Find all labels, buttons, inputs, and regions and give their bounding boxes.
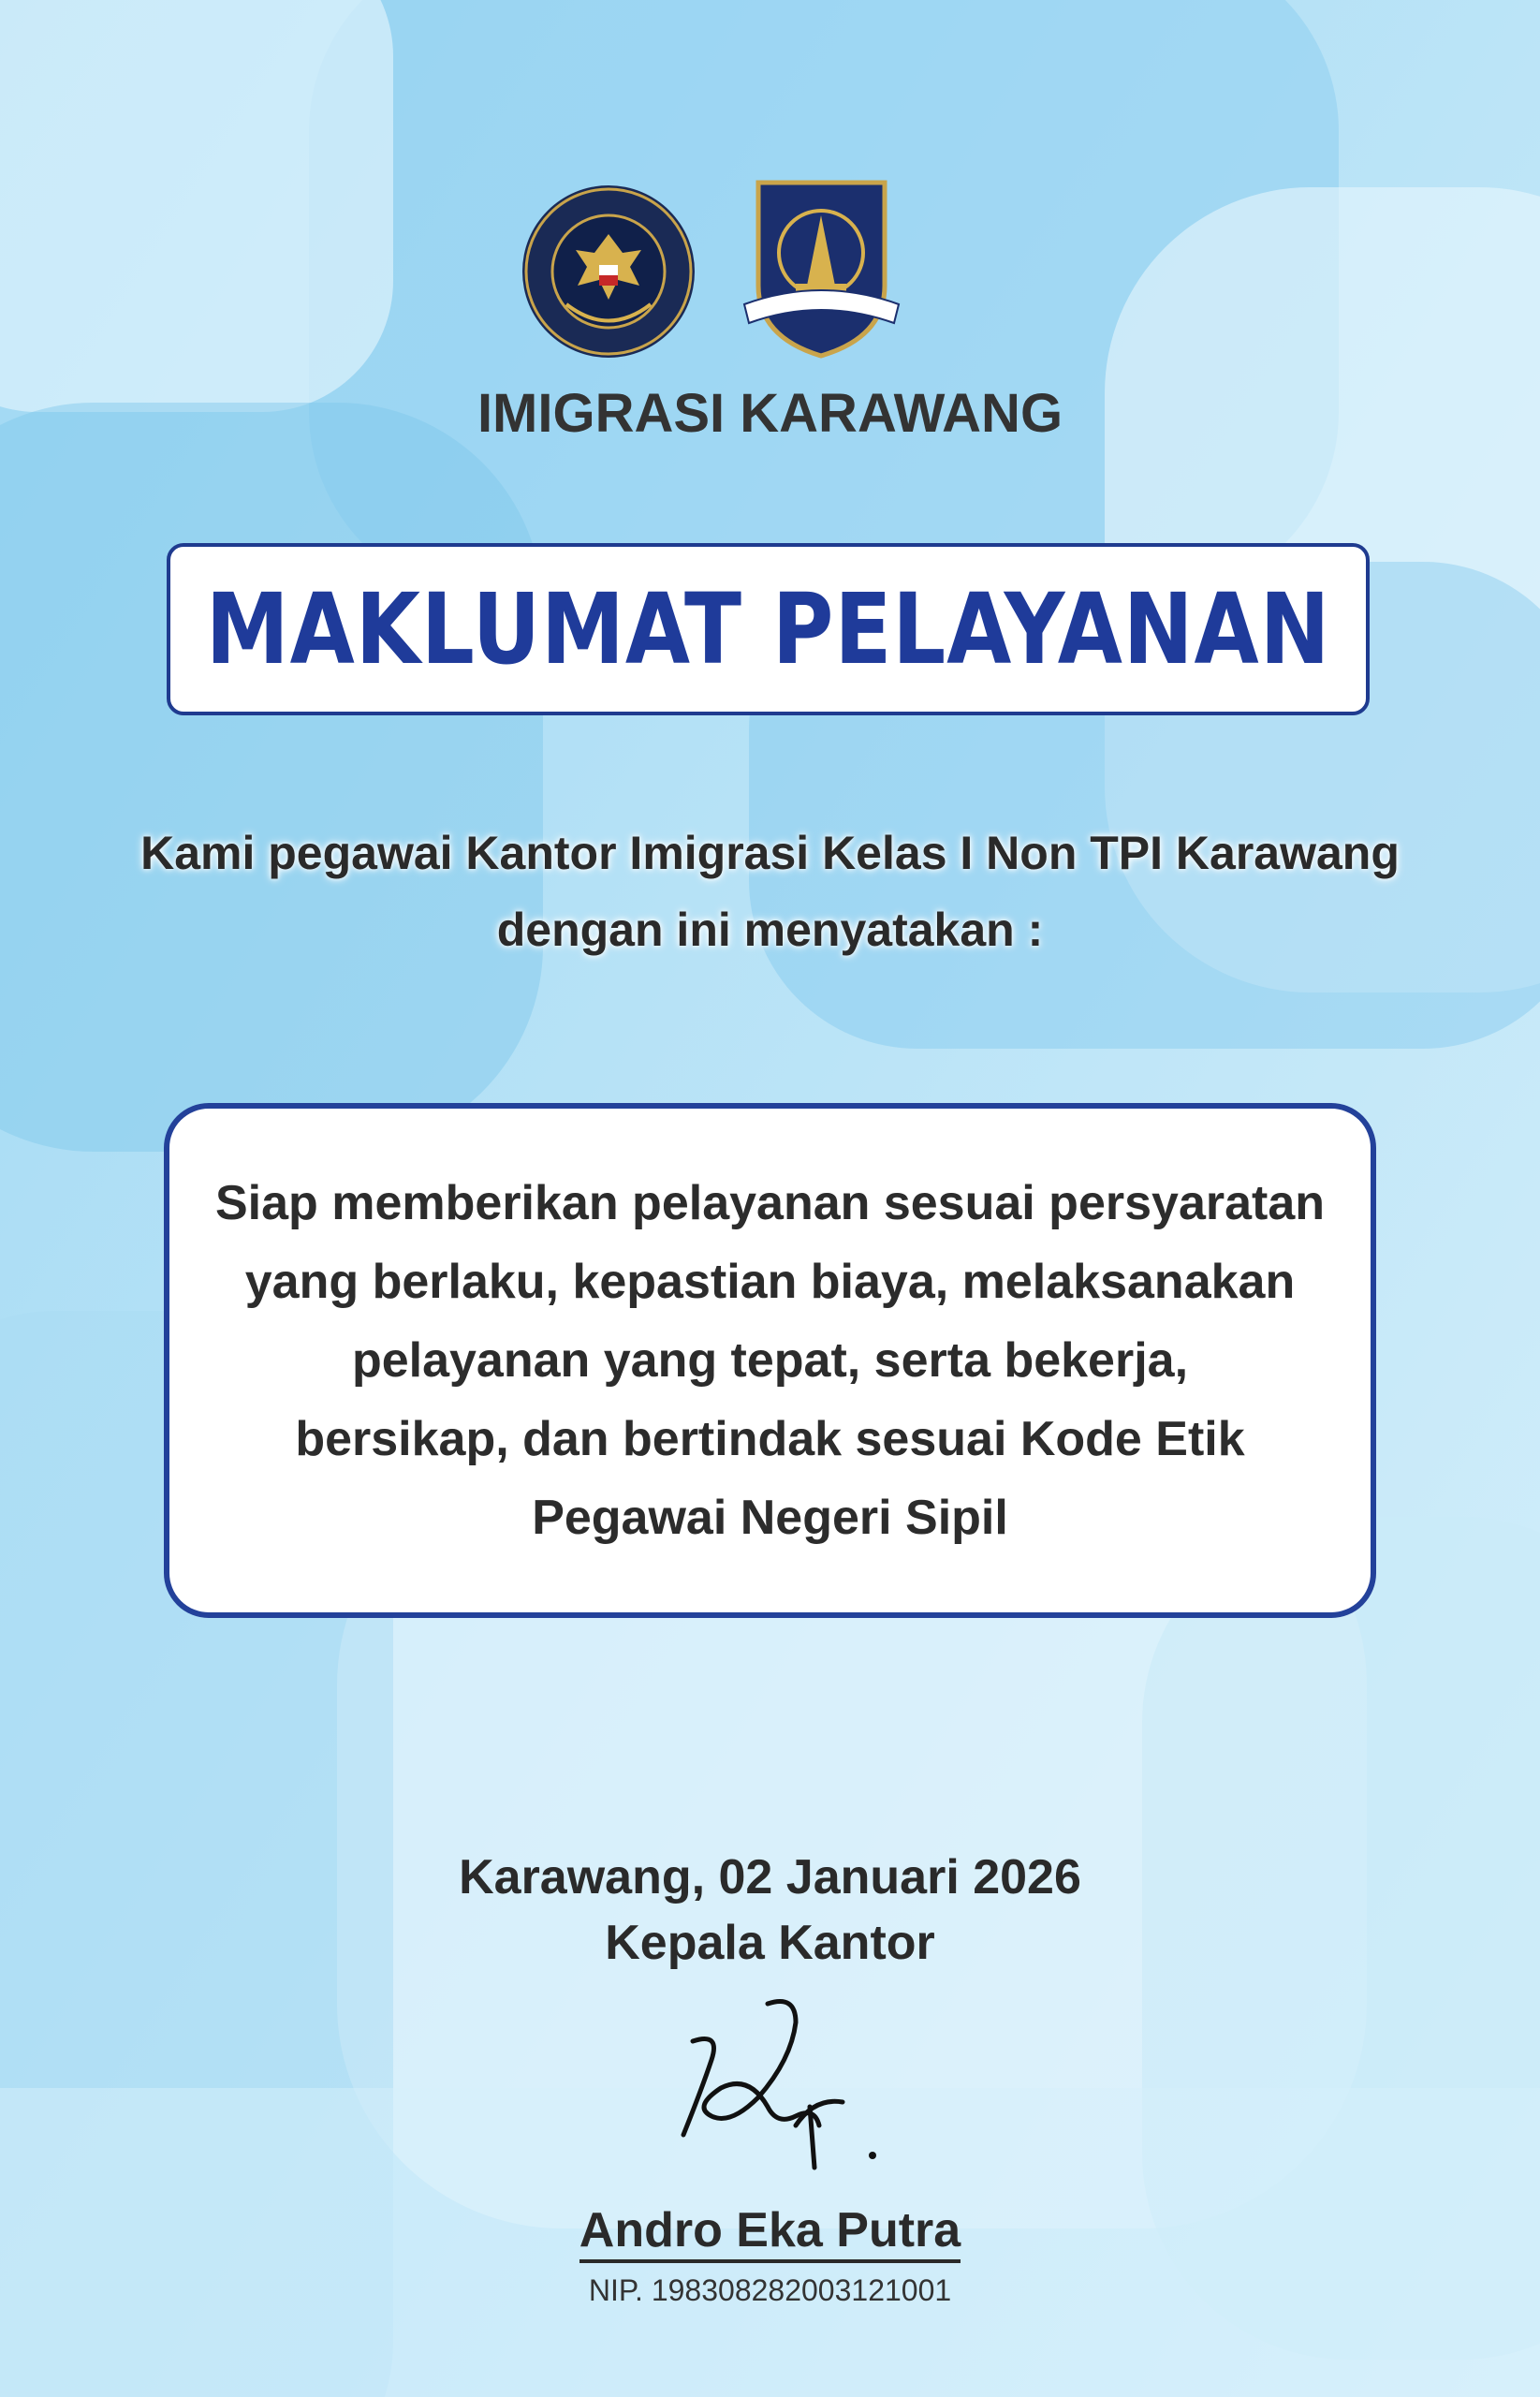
page-title: MAKLUMAT PELAYANAN bbox=[205, 572, 1331, 686]
place-date: Karawang, 02 Januari 2026 bbox=[459, 1850, 1081, 1904]
statement-line: Pegawai Negeri Sipil bbox=[532, 1491, 1008, 1545]
logo-row bbox=[0, 173, 1540, 360]
statement-line: bersikap, dan bertindak sesuai Kode Etik bbox=[295, 1412, 1245, 1466]
intro-line: Kami pegawai Kantor Imigrasi Kelas I Non TPI Karawang bbox=[140, 827, 1400, 879]
statement-line: yang berlaku, kepastian biaya, melaksanakan bbox=[244, 1255, 1296, 1309]
kementerian-logo-icon bbox=[520, 183, 697, 360]
statement-text bbox=[215, 1164, 1325, 1557]
imigrasi-logo-icon bbox=[740, 173, 903, 360]
title-banner bbox=[167, 543, 1370, 715]
intro-text bbox=[0, 815, 1540, 968]
statement-line: pelayanan yang tepat, serta bekerja, bbox=[351, 1333, 1189, 1388]
statement-line: Siap memberikan pelayanan sesuai persyaratan bbox=[214, 1176, 1326, 1230]
signer-name-text: Andro Eka Putra bbox=[579, 2203, 961, 2263]
intro-line: dengan ini menyatakan : bbox=[496, 904, 1044, 956]
organization-name: IMIGRASI KARAWANG bbox=[477, 383, 1063, 444]
signer-name bbox=[0, 2202, 1540, 2258]
signer-nip: NIP. 198308282003121001 bbox=[588, 2273, 952, 2307]
statement-box bbox=[164, 1103, 1376, 1618]
signer-position: Kepala Kantor bbox=[605, 1916, 935, 1970]
signature-icon bbox=[655, 1985, 899, 2172]
